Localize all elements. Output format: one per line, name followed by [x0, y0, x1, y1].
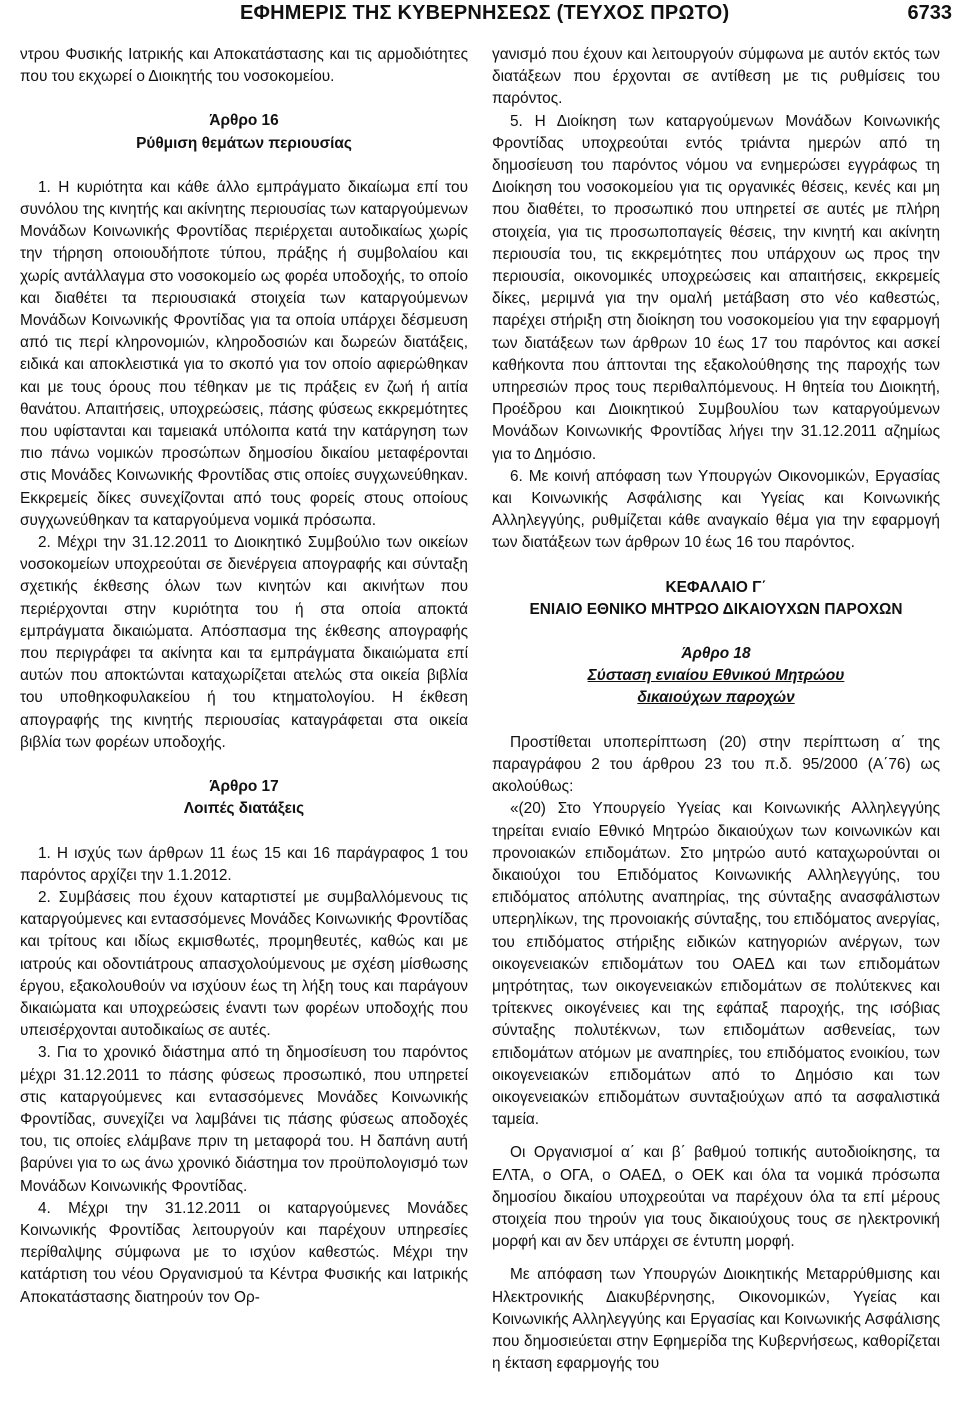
paragraph: γανισμό που έχουν και λειτουργούν σύμφωνα με αυτόν εκτός των διατάξεων που έρχονται σε αντίθεση με τις ρυθμίσεις του παρόντος. — [492, 46, 940, 108]
paragraph: 3. Για το χρονικό διάστημα από τη δημοσίευση του παρόντος μέχρι 31.12.2011 το πάσης φύσεως προσωπικό, που υπηρετεί στις καταργούμενες και εντασσόμενες Μονάδες Κοινωνικής Φροντίδας, συνεχίζει να λαμβάνει τις πάσης φύσεως αποδοχές του, τις οποίες ελάμβανε πριν τη μεταφορά του. Η δαπάνη αυτή βαρύνει για το ως άνω χρονικό διάστημα τον προϋπολογισμό των Μονάδων Κοινωνικής Φροντίδας. — [20, 1044, 468, 1195]
article-17-subtitle: Λοιπές διατάξεις — [183, 800, 305, 818]
paragraph: 1. Η κυριότητα και κάθε άλλο εμπράγματο δικαίωμα επί του συνόλου της κινητής και ακίνητης περιουσίας των καταργούμενων Μονάδων Κοινωνικής Φροντίδας περιέρχεται αυτοδικαίως χωρίς την τήρηση οποιουδήποτε τύπου, πράξης ή συμβολαίου και χωρίς αντάλλαγμα στο νοσοκομείο ως φορέα υποδοχής, το οποίο και διαθέτει τα περιουσιακά στοιχεία των καταργούμενων Μονάδων Κοινωνικής Φροντίδας για τα οποία υπάρχει δέσμευση από τις περί κληρονομιών, κληροδοσιών και δωρεών διατάξεις, ειδικά και αποκλειστικά για το σκοπό για τον οποίο αφιερώθηκαν και με τους όρους που τέθηκαν με τις πράξεις εν ζωή ή αιτία θανάτου. Απαιτήσεις, υποχρεώσεις, πάσης φύσεως εκκρεμότητες που υφίστανται και ταμειακά υπόλοιπα κατά την κατάργηση των πιο πάνω νομικών προσώπων δημοσίου δικαίου μεταφέρονται στις Μονάδες Κοινωνικής Φροντίδας στις οποίες συγχωνεύθηκαν. Εκκρεμείς δίκες συνεχίζονται από τους φορείς στους οποίους συγχωνεύθηκαν τα καταργούμενα νομικά πρόσωπα. — [20, 178, 468, 529]
article-18-title: Άρθρο 18 — [681, 645, 751, 663]
paragraph: 6. Με κοινή απόφαση των Υπουργών Οικονομικών, Εργασίας και Κοινωνικής Ασφάλισης και Υγείας και Κοινωνικής Αλληλεγγύης, ρυθμίζεται κάθε αναγκαίο θέμα για την εφαρμογή των διατάξεων των άρθρων 10 έως 16 του παρόντος. — [492, 467, 940, 552]
article-16-subtitle: Ρύθμιση θεμάτων περιουσίας — [136, 134, 352, 152]
paragraph: 5. Η Διοίκηση των καταργούμενων Μονάδων Κοινωνικής Φροντίδας υποχρεούται εντός τριάντα ημερών από τη δημοσίευση του παρόντος νόμου να ενημερώσει εγγράφως τη Διοίκηση του νοσοκομείου για τις οργανικές θέσεις, κενές και μη που διαθέτει, το προσωπικό που υπηρετεί σε αυτές με πλήρη στοιχεία, για τις προσωποπαγείς θέσεις, την κινητή και ακίνητη περιουσία του, τις εκκρεμότητες που υπάρχουν ως προς την περιουσία, οικονομικές υποχρεώσεις και απαιτήσεις, εκκρεμείς δίκες, μεριμνά για την ομαλή μετάβαση στο νέο καθεστώς, παρέχει στήριξη στη διοίκηση του νοσοκομείου για την εφαρμογή των διατάξεων των άρθρων 10 έως 17 του παρόντος και ασκεί καθήκοντα που άπτονται της εξακολούθησης της παροχής των υπηρεσιών προς τους περιθαλπόμενους. Η θητεία του Διοικητή, Προέδρου και Διοικητικού Συμβουλίου των καταργούμενων Μονάδων Κοινωνικής Φροντίδας λήγει την 31.12.2011 αζημίως για το Δημόσιο. — [492, 112, 940, 463]
chapter-subtitle: ΕΝΙΑΙΟ ΕΘΝΙΚΟ ΜΗΤΡΩΟ ΔΙΚΑΙΟΥΧΩΝ ΠΑΡΟΧΩΝ — [529, 600, 903, 618]
article-18-subtitle-line-2: δικαιούχων παροχών — [637, 689, 795, 707]
paragraph: Με απόφαση των Υπουργών Διοικητικής Μεταρρύθμισης και Ηλεκτρονικής Διακυβέρνησης, Οικονομικών, Υγείας και Κοινωνικής Αλληλεγγύης και Εργασίας και Κοινωνικής Ασφάλισης που δημοσιεύεται στην Εφημερίδα της Κυβερνήσεως, καθορίζεται η έκταση εφαρμογής του — [492, 1266, 940, 1373]
paragraph: 1. Η ισχύς των άρθρων 11 έως 15 και 16 παράγραφος 1 του παρόντος αρχίζει την 1.1.2012. — [20, 844, 468, 884]
paragraph: 2. Μέχρι την 31.12.2011 το Διοικητικό Συμβούλιο των οικείων νοσοκομείων υποχρεούται σε διενέργεια απογραφής και σύνταξη σχετικής έκθεσης όλων των κινητών και ακινήτων που περιέρχονται στην κυριότητα του ή στα οποία αποκτά εμπράγματα δικαιώματα. Απόσπασμα της έκθεσης απογραφής που περιγράφει τα ακίνητα και τα εμπράγματα δικαιώματα επί αυτών που αποκτώνται καταχωρίζεται ατελώς στα οικεία βιβλία του υποθηκοφυλακείου ή του κτηματολογίου. Η έκθεση απογραφής της κινητής περιουσίας καταγράφεται στα οικεία βιβλία των φορέων υποδοχής. — [20, 534, 468, 751]
chapter-title: ΚΕΦΑΛΑΙΟ Γ΄ — [665, 578, 767, 596]
page-number: 6733 — [907, 2, 952, 24]
paragraph: «(20) Στο Υπουργείο Υγείας και Κοινωνικής Αλληλεγγύης τηρείται ενιαίο Εθνικό Μητρώο δικαιούχων των κοινωνικών και προνοιακών επιδομάτων. Στο μητρώο αυτό καταχωρούνται οι δικαιούχοι του Επιδόματος Κοινωνικής Αλληλεγγύης, του επιδόματος απόλυτης αναπηρίας, της σύνταξης ανασφάλιστων υπερηλίκων, της προνοιακής σύνταξης, του επιδόματος ανεργίας, του επιδόματος στήριξης ειδικών κατηγοριών ανέργων, των οικογενειακών επιδομάτων του ΟΑΕΔ και των επιδομάτων μητρότητας, των οικογενειακών επιδομάτων σε πολύτεκνες και τρίτεκνες οικογένειες και της εφάπαξ παροχής, της ισόβιας σύνταξης πολυτέκνων, των επιδομάτων ασθενείας, των επιδομάτων ατόμων με αναπηρίες, του επιδόματος ενοικίου, των οικογενειακών επιδομάτων από το Δημόσιο και των οικογενειακών επιδομάτων συνταξιούχων από τα ασφαλιστικά ταμεία. — [492, 800, 940, 1129]
article-17-title: Άρθρο 17 — [209, 778, 279, 796]
gazette-title: ΕΦΗΜΕΡΙΣ ΤΗΣ ΚΥΒΕΡΝΗΣΕΩΣ (ΤΕΥΧΟΣ ΠΡΩΤΟ) — [240, 2, 730, 24]
page-header — [0, 0, 960, 30]
paragraph: 2. Συμβάσεις που έχουν καταρτιστεί με συμβαλλόμενους τις καταργούμενες και εντασσόμενες Μονάδες Κοινωνικής Φροντίδας και τρίτους και ιδίως εκμισθωτές, προμηθευτές, καθώς και με ιατρούς και οδοντιάτρους απασχολούμενους με σχέση μίσθωσης έργου, εξακολουθούν να ισχύουν έως τη λήξη τους και παράγουν δικαιώματα και υποχρεώσεις έναντι των φορέων υποδοχής που υπεισέρχονται αυτοδικαίως σε αυτές. — [20, 888, 468, 1040]
article-18-subtitle-line-1: Σύσταση ενιαίου Εθνικού Μητρώου — [587, 667, 845, 685]
paragraph: Προστίθεται υποπερίπτωση (20) στην περίπτωση α΄ της παραγράφου 2 του άρθρου 23 του π.δ. 95/2000 (Α΄76) ως ακολούθως: — [492, 733, 940, 796]
left-column — [20, 44, 468, 1309]
paragraph: 4. Μέχρι την 31.12.2011 οι καταργούμενες Μονάδες Κοινωνικής Φροντίδας λειτουργούν και παρέχουν υπηρεσίες περίθαλψης σύμφωνα με το ισχύον καθεστώς. Μέχρι την κατάρτιση του νέου Οργανισμού τα Κέντρα Φυσικής και Ιατρικής Αποκατάστασης διατηρούν τον Ορ- — [20, 1199, 468, 1306]
paragraph: Οι Οργανισμοί α΄ και β΄ βαθμού τοπικής αυτοδιοίκησης, τα ΕΛΤΑ, ο ΟΓΑ, ο ΟΑΕΔ, ο ΟΕΚ και όλα τα νομικά πρόσωπα δημοσίου δικαίου υποχρεούται να παρέχουν όλα τα επί μέρους στοιχεία που τηρούν για τους δικαιούχους τους σε ηλεκτρονική μορφή και αν δεν υπάρχει σε έντυπη μορφή. — [492, 1144, 940, 1251]
article-16-title: Άρθρο 16 — [209, 112, 279, 130]
paragraph: ντρου Φυσικής Ιατρικής και Αποκατάστασης και τις αρμοδιότητες που του εκχωρεί ο Διοικητής του νοσοκομείου. — [20, 46, 468, 86]
right-column — [492, 44, 940, 1375]
